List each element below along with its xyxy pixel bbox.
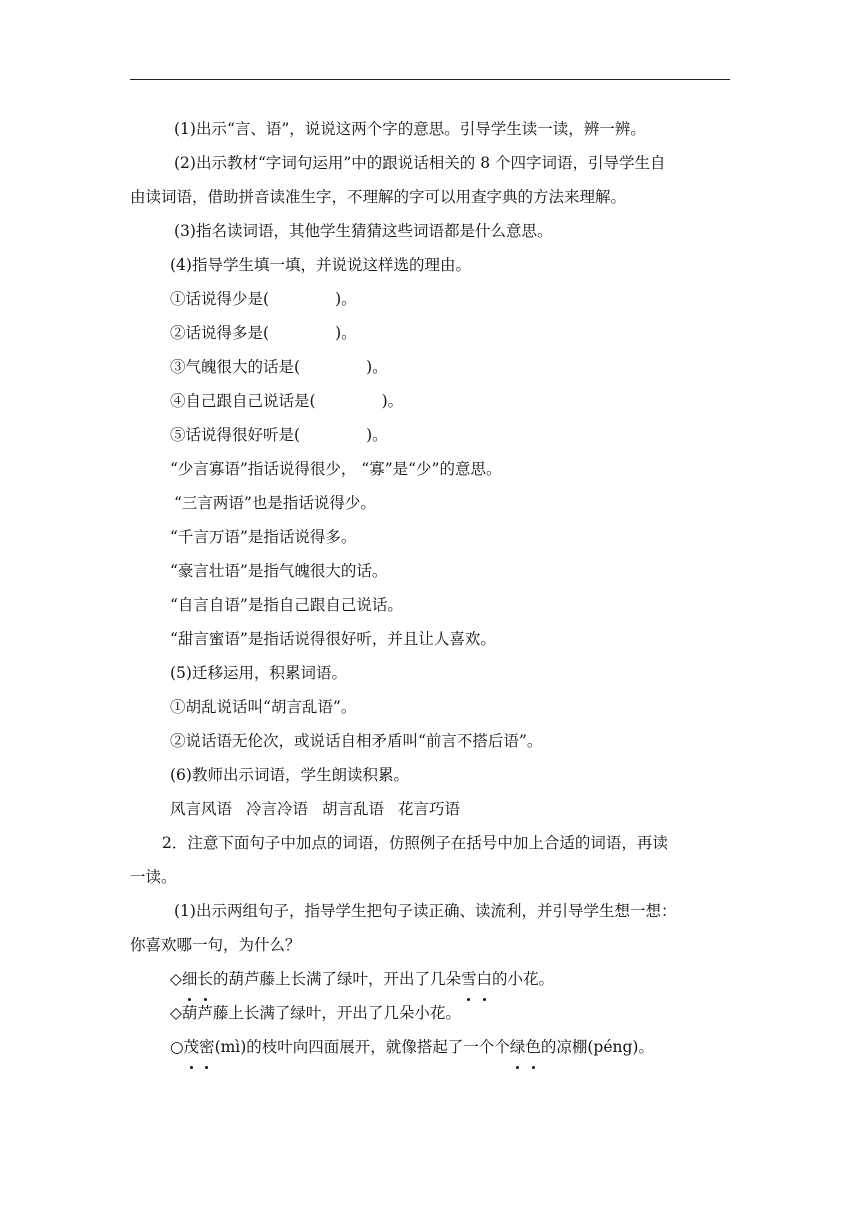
step-6: (6)教师出示词语，学生朗读积累。 xyxy=(170,766,409,784)
document-body xyxy=(130,112,730,1064)
section-2: 2．注意下面句子中加点的词语，仿照例子在括号中加上合适的词语，再读 xyxy=(162,834,668,852)
explanation-6: “甜言蜜语”是指话说得很好听，并且让人喜欢。 xyxy=(170,630,496,648)
emphasis-char: 茂 xyxy=(184,1030,200,1064)
step-5: (5)迁移运用，积累词语。 xyxy=(170,664,347,682)
emphasis-char: 白 xyxy=(476,962,492,996)
header-rule xyxy=(130,79,730,80)
step-3: (3)指名读词语，其他学生猜猜这些词语都是什么意思。 xyxy=(174,222,553,240)
example-sentence-1: ◇细长的葫芦藤上长满了绿叶，开出了几朵雪白的小花。 xyxy=(130,962,730,996)
emphasis-char: 绿 xyxy=(510,1030,526,1064)
emphasis-char: 长 xyxy=(197,962,213,996)
step-1: (1)出示“言、语”，说说这两个字的意思。引导学生读一读，辨一辨。 xyxy=(174,120,646,138)
fill-question-2: ②话说得多是( )。 xyxy=(170,324,357,342)
word-list xyxy=(130,792,730,826)
explanation-3: “千言万语”是指话说得多。 xyxy=(170,528,357,546)
explanation-4: “豪言壮语”是指气魄很大的话。 xyxy=(170,562,388,580)
example-sentence-2: ◇葫芦藤上长满了绿叶，开出了几朵小花。 xyxy=(170,1004,461,1022)
fill-question-3: ③气魄很大的话是( )。 xyxy=(170,358,388,376)
practice-1-cont: 你喜欢哪一句，为什么？ xyxy=(130,936,301,954)
explanation-1: “少言寡语”指话说得很少， “寡”是“少”的意思。 xyxy=(170,460,502,478)
emphasis-char: 色 xyxy=(525,1030,541,1064)
step-4: (4)指导学生填一填，并说说这样选的理由。 xyxy=(170,256,471,274)
explanation-5: “自言自语”是指自己跟自己说话。 xyxy=(170,596,403,614)
transfer-2: ②说话语无伦次，或说话自相矛盾叫“前言不搭后语”。 xyxy=(170,732,543,750)
word: 胡言乱语 xyxy=(322,800,385,818)
practice-1: (1)出示两组句子，指导学生把句子读正确、读流利，并引导学生想一想： xyxy=(174,902,677,920)
emphasis-char: 细 xyxy=(182,962,198,996)
fill-question-4: ④自己跟自己说话是( )。 xyxy=(170,392,404,410)
word: 冷言冷语 xyxy=(246,800,309,818)
example-sentence-3: ○茂密(mì)的枝叶向四面展开，就像搭起了一个个绿色的凉棚(péng)。 xyxy=(130,1030,730,1064)
section-2-cont: 一读。 xyxy=(130,868,177,886)
emphasis-char: 密 xyxy=(199,1030,215,1064)
step-2-cont: 由读词语，借助拼音读准生字，不理解的字可以用查字典的方法来理解。 xyxy=(130,188,627,206)
transfer-1: ①胡乱说话叫“胡言乱语”。 xyxy=(170,698,357,716)
word: 风言风语 xyxy=(170,800,233,818)
explanation-2: “三言两语”也是指话说得少。 xyxy=(174,494,376,512)
fill-question-1: ①话说得少是( )。 xyxy=(170,290,357,308)
emphasis-char: 雪 xyxy=(461,962,477,996)
step-2: (2)出示教材“字词句运用”中的跟说话相关的 8 个四字词语，引导学生自 xyxy=(174,154,666,172)
word: 花言巧语 xyxy=(398,800,461,818)
fill-question-5: ⑤话说得很好听是( )。 xyxy=(170,426,388,444)
